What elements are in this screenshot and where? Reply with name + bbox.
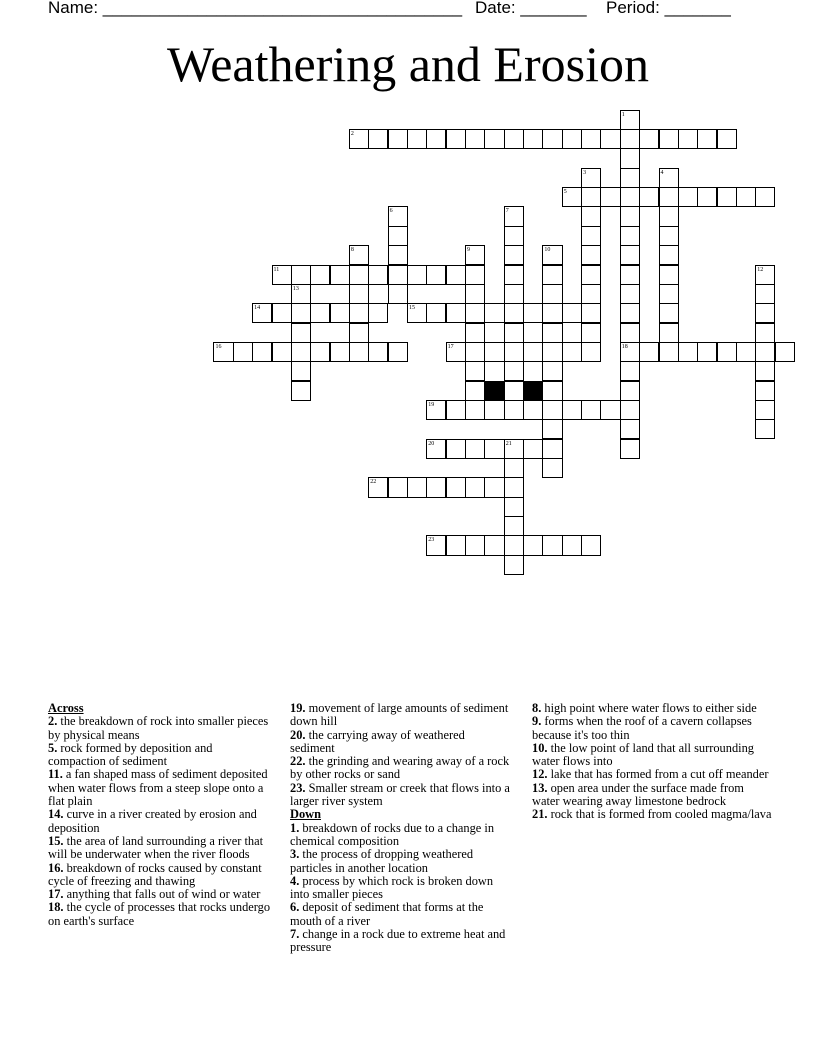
date-field[interactable]: Date: _______: [475, 0, 587, 17]
grid-cell[interactable]: [426, 303, 446, 323]
grid-cell[interactable]: [291, 381, 311, 401]
grid-cell[interactable]: [465, 439, 485, 459]
grid-cell[interactable]: [446, 400, 466, 420]
clue-number-11: 11: [273, 266, 280, 273]
clue-number-4: 4: [660, 169, 664, 176]
down-clue-number: 9.: [532, 714, 542, 729]
grid-cell[interactable]: [504, 342, 524, 362]
grid-cell[interactable]: [775, 342, 795, 362]
down-clue-number: 13.: [532, 780, 548, 795]
grid-cell[interactable]: [504, 477, 524, 497]
grid-cell[interactable]: [484, 400, 504, 420]
grid-cell[interactable]: [484, 535, 504, 555]
grid-cell[interactable]: [523, 129, 543, 149]
grid-cell[interactable]: [581, 323, 601, 343]
grid-cell[interactable]: [465, 342, 485, 362]
across-clues-b: [290, 702, 510, 808]
grid-cell[interactable]: [388, 284, 408, 304]
grid-cell[interactable]: [755, 381, 775, 401]
grid-cell[interactable]: [600, 129, 620, 149]
down-clue-number: 12.: [532, 767, 548, 782]
across-clue: 23. Smaller stream or creek that flows into a larger river system: [290, 780, 510, 809]
grid-cell[interactable]: [484, 303, 504, 323]
down-clue-number: 7.: [290, 927, 300, 942]
grid-cell[interactable]: [620, 439, 640, 459]
grid-cell[interactable]: [717, 129, 737, 149]
grid-cell[interactable]: [446, 129, 466, 149]
grid-cell[interactable]: [581, 535, 601, 555]
across-clues-a: [48, 715, 273, 928]
grid-cell[interactable]: [504, 555, 524, 575]
grid-cell[interactable]: [523, 303, 543, 323]
grid-cell[interactable]: [542, 265, 562, 285]
grid-cell[interactable]: [581, 187, 601, 207]
grid-cell[interactable]: [659, 187, 679, 207]
grid-cell[interactable]: [755, 187, 775, 207]
down-clue: 1. breakdown of rocks due to a change in chemical composition: [290, 820, 495, 848]
grid-cell[interactable]: [465, 323, 485, 343]
down-clue-number: 8.: [532, 701, 542, 715]
grid-cell[interactable]: [581, 284, 601, 304]
grid-cell[interactable]: [542, 419, 562, 439]
black-grid-cell: [523, 381, 543, 401]
down-clue-number: 1.: [290, 820, 300, 835]
grid-cell[interactable]: [581, 303, 601, 323]
grid-cell[interactable]: [465, 361, 485, 381]
grid-cell[interactable]: [542, 458, 562, 478]
grid-cell[interactable]: [717, 342, 737, 362]
grid-cell[interactable]: [291, 303, 311, 323]
grid-cell[interactable]: [659, 303, 679, 323]
grid-cell[interactable]: [620, 400, 640, 420]
grid-cell[interactable]: [504, 284, 524, 304]
grid-cell[interactable]: [504, 323, 524, 343]
clue-number-8: 8: [350, 247, 354, 254]
grid-cell[interactable]: [600, 400, 620, 420]
down-clue: 4. process by which rock is broken down into smaller pieces: [290, 873, 494, 902]
across-clue: 19. movement of large amounts of sediment down hill: [290, 701, 509, 729]
grid-cell[interactable]: [581, 129, 601, 149]
clue-number-13: 13: [292, 285, 299, 292]
grid-cell[interactable]: [388, 226, 408, 246]
grid-cell[interactable]: [755, 400, 775, 420]
grid-cell[interactable]: [697, 187, 717, 207]
grid-cell[interactable]: [504, 265, 524, 285]
grid-cell[interactable]: [504, 497, 524, 517]
across-clue: 11. a fan shaped mass of sediment deposited when water flows from a steep slope onto a flat plain: [48, 767, 268, 809]
across-clue-number: 2.: [48, 714, 58, 729]
clue-number-10: 10: [544, 247, 551, 254]
grid-cell[interactable]: [542, 535, 562, 555]
grid-cell[interactable]: [407, 265, 427, 285]
grid-cell[interactable]: [291, 342, 311, 362]
grid-cell[interactable]: [388, 342, 408, 362]
grid-cell[interactable]: [446, 439, 466, 459]
grid-cell[interactable]: [504, 381, 524, 401]
grid-cell[interactable]: [407, 477, 427, 497]
grid-cell[interactable]: [678, 129, 698, 149]
grid-cell[interactable]: [562, 342, 582, 362]
grid-cell[interactable]: [659, 265, 679, 285]
period-field[interactable]: Period: _______: [606, 0, 731, 17]
grid-cell[interactable]: [504, 535, 524, 555]
grid-cell[interactable]: [659, 226, 679, 246]
page-title: Weathering and Erosion: [167, 36, 649, 92]
grid-cell[interactable]: [755, 323, 775, 343]
grid-cell[interactable]: [620, 129, 640, 149]
grid-cell[interactable]: [755, 284, 775, 304]
grid-cell[interactable]: [446, 303, 466, 323]
grid-cell[interactable]: [542, 129, 562, 149]
clue-number-20: 20: [428, 440, 435, 447]
grid-cell[interactable]: [736, 187, 756, 207]
grid-cell[interactable]: [581, 342, 601, 362]
grid-cell[interactable]: [542, 381, 562, 401]
across-clue-number: 15.: [48, 833, 64, 848]
across-clue: 14. curve in a river created by erosion and deposition: [48, 807, 257, 835]
grid-cell[interactable]: [330, 342, 350, 362]
grid-cell[interactable]: [755, 419, 775, 439]
grid-cell[interactable]: [523, 535, 543, 555]
grid-cell[interactable]: [407, 129, 427, 149]
across-clue-number: 23.: [290, 780, 306, 795]
grid-cell[interactable]: [620, 206, 640, 226]
grid-cell[interactable]: [542, 439, 562, 459]
grid-cell[interactable]: [504, 226, 524, 246]
down-clue-number: 4.: [290, 873, 300, 888]
down-clue-number: 6.: [290, 900, 300, 915]
grid-cell[interactable]: [639, 187, 659, 207]
grid-cell[interactable]: [504, 458, 524, 478]
clue-number-1: 1: [621, 111, 625, 118]
grid-cell[interactable]: [272, 342, 292, 362]
grid-cell[interactable]: [542, 323, 562, 343]
clue-number-14: 14: [254, 305, 261, 312]
grid-cell[interactable]: [620, 245, 640, 265]
clues-column-3: [532, 702, 772, 822]
grid-cell[interactable]: [639, 129, 659, 149]
grid-cell[interactable]: [368, 265, 388, 285]
grid-cell[interactable]: [291, 265, 311, 285]
grid-cell[interactable]: [504, 516, 524, 536]
grid-cell[interactable]: [523, 400, 543, 420]
grid-cell[interactable]: [446, 535, 466, 555]
down-clues-a: [290, 822, 510, 955]
grid-cell[interactable]: [349, 284, 369, 304]
grid-cell[interactable]: [639, 342, 659, 362]
grid-cell[interactable]: [755, 303, 775, 323]
down-clue: 12. lake that has formed from a cut off meander: [532, 767, 769, 782]
down-clue: 3. the process of dropping weathered particles in another location: [290, 847, 474, 875]
grid-cell[interactable]: [581, 206, 601, 226]
grid-cell[interactable]: [659, 245, 679, 265]
grid-cell[interactable]: [659, 342, 679, 362]
across-clue: 20. the carrying away of weathered sediment: [290, 727, 465, 755]
across-clue-number: 16.: [48, 860, 64, 875]
grid-cell[interactable]: [310, 265, 330, 285]
clue-number-2: 2: [350, 131, 354, 138]
down-clue: 9. forms when the roof of a cavern collapses because it's too thin: [532, 714, 752, 742]
grid-cell[interactable]: [523, 342, 543, 362]
grid-cell[interactable]: [465, 381, 485, 401]
grid-cell[interactable]: [465, 303, 485, 323]
grid-cell[interactable]: [600, 187, 620, 207]
grid-cell[interactable]: [484, 477, 504, 497]
across-clue: 17. anything that falls out of wind or water: [48, 887, 261, 902]
down-clue: 8. high point where water flows to either side: [532, 701, 757, 715]
grid-cell[interactable]: [581, 265, 601, 285]
across-clue-number: 5.: [48, 740, 58, 755]
grid-cell[interactable]: [504, 129, 524, 149]
grid-cell[interactable]: [465, 400, 485, 420]
grid-cell[interactable]: [562, 535, 582, 555]
grid-cell[interactable]: [659, 206, 679, 226]
grid-cell[interactable]: [562, 129, 582, 149]
grid-cell[interactable]: [388, 129, 408, 149]
grid-cell[interactable]: [349, 303, 369, 323]
grid-cell[interactable]: [465, 477, 485, 497]
grid-cell[interactable]: [446, 477, 466, 497]
across-clue-number: 18.: [48, 900, 64, 915]
across-clue-number: 17.: [48, 887, 64, 902]
across-clue: 5. rock formed by deposition and compaction of sediment: [48, 740, 213, 769]
grid-cell[interactable]: [717, 187, 737, 207]
grid-cell[interactable]: [581, 245, 601, 265]
grid-cell[interactable]: [542, 361, 562, 381]
across-clue: 22. the grinding and wearing away of a rock by other rocks or sand: [290, 754, 510, 782]
grid-cell[interactable]: [542, 303, 562, 323]
clue-number-19: 19: [428, 401, 435, 408]
across-clue-number: 14.: [48, 807, 64, 822]
across-clue-number: 11.: [48, 767, 63, 782]
grid-cell[interactable]: [562, 303, 582, 323]
grid-cell[interactable]: [272, 303, 292, 323]
grid-cell[interactable]: [484, 129, 504, 149]
across-clue-number: 20.: [290, 727, 306, 742]
down-heading: Down: [290, 807, 321, 822]
grid-cell[interactable]: [446, 265, 466, 285]
down-clue: 13. open area under the surface made from water wearing away limestone bedrock: [532, 780, 744, 809]
across-clue: 2. the breakdown of rock into smaller pieces by physical means: [48, 714, 269, 742]
grid-cell[interactable]: [620, 168, 640, 188]
grid-cell[interactable]: [465, 284, 485, 304]
grid-cell[interactable]: [542, 342, 562, 362]
clue-number-7: 7: [505, 208, 509, 215]
grid-cell[interactable]: [330, 303, 350, 323]
grid-cell[interactable]: [620, 323, 640, 343]
grid-cell[interactable]: [504, 400, 524, 420]
grid-cell[interactable]: [504, 361, 524, 381]
grid-cell[interactable]: [349, 265, 369, 285]
clue-number-5: 5: [563, 189, 567, 196]
across-heading: Across: [48, 701, 84, 715]
grid-cell[interactable]: [697, 342, 717, 362]
down-clues-b: [532, 702, 772, 822]
across-clue: 15. the area of land surrounding a river that will be underwater when the river floods: [48, 833, 264, 862]
grid-cell[interactable]: [504, 245, 524, 265]
grid-cell[interactable]: [426, 477, 446, 497]
grid-cell[interactable]: [678, 342, 698, 362]
grid-cell[interactable]: [368, 342, 388, 362]
grid-cell[interactable]: [523, 439, 543, 459]
grid-cell[interactable]: [581, 226, 601, 246]
grid-cell[interactable]: [620, 284, 640, 304]
down-clue: 7. change in a rock due to extreme heat and pressure: [290, 927, 506, 955]
clue-number-18: 18: [621, 343, 628, 350]
clue-number-9: 9: [467, 247, 470, 254]
grid-cell[interactable]: [484, 342, 504, 362]
grid-cell[interactable]: [465, 129, 485, 149]
grid-cell[interactable]: [697, 129, 717, 149]
grid-cell[interactable]: [542, 400, 562, 420]
down-clue-number: 10.: [532, 740, 548, 755]
grid-cell[interactable]: [330, 265, 350, 285]
down-clue: 21. rock that is formed from cooled magma/lava: [532, 807, 772, 822]
clue-number-21: 21: [505, 440, 512, 447]
grid-cell[interactable]: [620, 381, 640, 401]
across-clue: 16. breakdown of rocks caused by constant cycle of freezing and thawing: [48, 860, 262, 888]
clue-number-16: 16: [215, 343, 222, 350]
grid-cell[interactable]: [562, 400, 582, 420]
clues-column-1: [48, 702, 273, 928]
grid-cell[interactable]: [620, 265, 640, 285]
grid-cell[interactable]: [388, 477, 408, 497]
grid-cell[interactable]: [349, 323, 369, 343]
grid-cell[interactable]: [349, 342, 369, 362]
clue-number-15: 15: [408, 305, 415, 312]
across-clue: 18. the cycle of processes that rocks undergo on earth's surface: [48, 900, 271, 928]
across-clue-number: 19.: [290, 701, 306, 715]
name-field[interactable]: Name: ______________________________________: [48, 0, 463, 17]
down-clue: 10. the low point of land that all surrounding water flows into: [532, 740, 754, 769]
grid-cell[interactable]: [291, 361, 311, 381]
grid-cell[interactable]: [252, 342, 272, 362]
clue-number-17: 17: [447, 343, 454, 350]
grid-cell[interactable]: [581, 400, 601, 420]
grid-cell[interactable]: [368, 129, 388, 149]
clue-number-3: 3: [583, 169, 587, 176]
grid-cell[interactable]: [542, 284, 562, 304]
grid-cell[interactable]: [504, 303, 524, 323]
clue-number-22: 22: [370, 479, 377, 486]
grid-cell[interactable]: [620, 226, 640, 246]
grid-cell[interactable]: [678, 187, 698, 207]
grid-cell[interactable]: [755, 361, 775, 381]
grid-cell[interactable]: [659, 323, 679, 343]
grid-cell[interactable]: [659, 284, 679, 304]
grid-cell[interactable]: [388, 265, 408, 285]
grid-cell[interactable]: [484, 439, 504, 459]
grid-cell[interactable]: [426, 265, 446, 285]
grid-cell[interactable]: [755, 342, 775, 362]
grid-cell[interactable]: [736, 342, 756, 362]
grid-cell[interactable]: [310, 303, 330, 323]
grid-cell[interactable]: [620, 419, 640, 439]
across-clue-number: 22.: [290, 754, 306, 769]
grid-cell[interactable]: [368, 303, 388, 323]
grid-cell[interactable]: [659, 129, 679, 149]
clues-column-2: [290, 702, 510, 955]
clue-number-12: 12: [757, 266, 764, 273]
grid-cell[interactable]: [620, 361, 640, 381]
black-grid-cell: [484, 381, 504, 401]
grid-cell[interactable]: [233, 342, 253, 362]
grid-cell[interactable]: [291, 323, 311, 343]
down-clue-number: 21.: [532, 807, 548, 822]
grid-cell[interactable]: [388, 245, 408, 265]
grid-cell[interactable]: [620, 303, 640, 323]
down-clue: 6. deposit of sediment that forms at the mouth of a river: [290, 900, 484, 928]
grid-cell[interactable]: [426, 129, 446, 149]
grid-cell[interactable]: [620, 187, 640, 207]
grid-cell[interactable]: [465, 535, 485, 555]
grid-cell[interactable]: [620, 148, 640, 168]
grid-cell[interactable]: [310, 342, 330, 362]
grid-cell[interactable]: [465, 265, 485, 285]
clue-number-6: 6: [389, 208, 393, 215]
down-clue-number: 3.: [290, 847, 300, 862]
clue-number-23: 23: [428, 537, 435, 544]
